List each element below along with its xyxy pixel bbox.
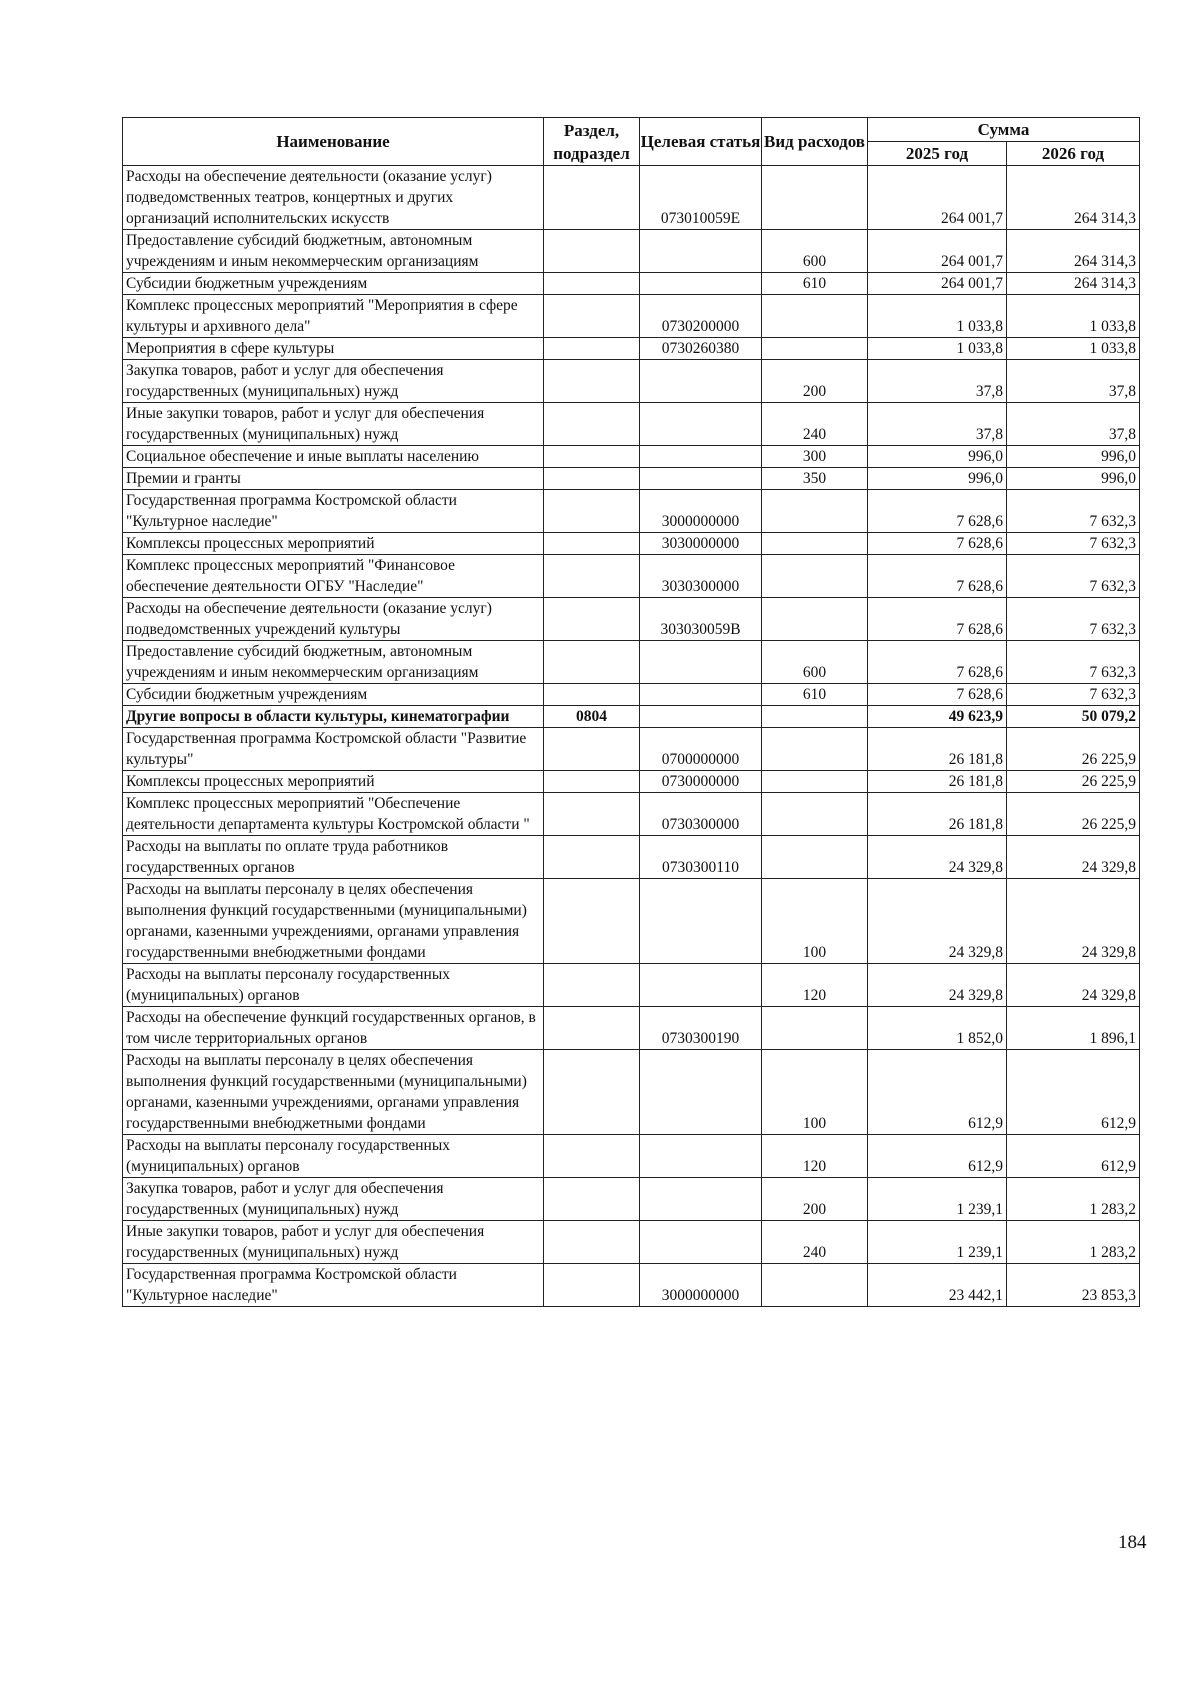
cell-target [640, 1050, 762, 1135]
cell-section [544, 338, 640, 360]
cell-2025: 264 001,7 [868, 273, 1007, 295]
cell-section [544, 230, 640, 273]
cell-target [640, 684, 762, 706]
cell-name: Расходы на обеспечение деятельности (оказание услуг) подведомственных учреждений культуры [123, 598, 544, 641]
cell-2026: 996,0 [1007, 468, 1140, 490]
cell-2026: 1 283,2 [1007, 1221, 1140, 1264]
cell-2026: 24 329,8 [1007, 964, 1140, 1007]
cell-section [544, 793, 640, 836]
cell-type: 610 [762, 684, 868, 706]
cell-name: Государственная программа Костромской области "Культурное наследие" [123, 490, 544, 533]
cell-type: 200 [762, 1178, 868, 1221]
table-row [123, 1050, 1140, 1135]
table-row [123, 555, 1140, 598]
cell-type: 240 [762, 403, 868, 446]
table-row [123, 1264, 1140, 1307]
cell-type [762, 490, 868, 533]
cell-name: Социальное обеспечение и иные выплаты населению [123, 446, 544, 468]
cell-2026: 24 329,8 [1007, 879, 1140, 964]
cell-2025: 24 329,8 [868, 964, 1007, 1007]
cell-name: Расходы на обеспечение деятельности (оказание услуг) подведомственных театров, концертных и других организаций исполнительских искусств [123, 166, 544, 230]
cell-section [544, 1007, 640, 1050]
cell-type: 600 [762, 230, 868, 273]
cell-type [762, 793, 868, 836]
cell-section [544, 490, 640, 533]
cell-name: Комплекс процессных мероприятий "Мероприятия в сфере культуры и архивного дела" [123, 295, 544, 338]
header-name: Наименование [123, 118, 544, 166]
cell-target [640, 964, 762, 1007]
cell-name: Расходы на выплаты персоналу в целях обеспечения выполнения функций государственными (муниципальными) органами, казенными учреждениями, органами управления государственными внебюджетными фондами [123, 879, 544, 964]
cell-name: Расходы на обеспечение функций государственных органов, в том числе территориальных органов [123, 1007, 544, 1050]
cell-2025: 24 329,8 [868, 836, 1007, 879]
cell-target: 0730000000 [640, 771, 762, 793]
cell-section [544, 446, 640, 468]
cell-section [544, 598, 640, 641]
cell-2025: 1 033,8 [868, 338, 1007, 360]
cell-type: 100 [762, 1050, 868, 1135]
cell-type: 100 [762, 879, 868, 964]
cell-2026: 264 314,3 [1007, 166, 1140, 230]
budget-table [122, 117, 1140, 1307]
table-row [123, 295, 1140, 338]
table-row [123, 879, 1140, 964]
table-row [123, 338, 1140, 360]
cell-target: 0700000000 [640, 728, 762, 771]
cell-2026: 264 314,3 [1007, 273, 1140, 295]
cell-name: Закупка товаров, работ и услуг для обеспечения государственных (муниципальных) нужд [123, 360, 544, 403]
header-type: Вид расходов [762, 118, 868, 166]
cell-2025: 1 033,8 [868, 295, 1007, 338]
cell-section [544, 771, 640, 793]
table-row [123, 728, 1140, 771]
cell-2025: 1 239,1 [868, 1178, 1007, 1221]
cell-target: 3000000000 [640, 1264, 762, 1307]
cell-type: 300 [762, 446, 868, 468]
table-body [123, 166, 1140, 1307]
cell-section [544, 879, 640, 964]
cell-target: 303030059В [640, 598, 762, 641]
cell-2026: 1 033,8 [1007, 295, 1140, 338]
cell-target: 3000000000 [640, 490, 762, 533]
cell-section [544, 1221, 640, 1264]
cell-target [640, 273, 762, 295]
cell-2026: 7 632,3 [1007, 555, 1140, 598]
cell-name: Другие вопросы в области культуры, кинематографии [123, 706, 544, 728]
cell-type [762, 598, 868, 641]
cell-section [544, 836, 640, 879]
cell-type [762, 771, 868, 793]
cell-type [762, 338, 868, 360]
cell-2025: 23 442,1 [868, 1264, 1007, 1307]
table-row [123, 446, 1140, 468]
cell-section [544, 1050, 640, 1135]
cell-type: 350 [762, 468, 868, 490]
cell-target: 0730260380 [640, 338, 762, 360]
cell-type [762, 836, 868, 879]
header-2026: 2026 год [1007, 142, 1140, 166]
header-sum: Сумма [868, 118, 1140, 142]
cell-2025: 612,9 [868, 1135, 1007, 1178]
cell-type: 200 [762, 360, 868, 403]
cell-section [544, 964, 640, 1007]
cell-2026: 996,0 [1007, 446, 1140, 468]
cell-type: 120 [762, 964, 868, 1007]
cell-section [544, 728, 640, 771]
table-row [123, 273, 1140, 295]
cell-2025: 24 329,8 [868, 879, 1007, 964]
cell-target [640, 446, 762, 468]
cell-2025: 996,0 [868, 468, 1007, 490]
cell-type [762, 533, 868, 555]
cell-name: Расходы на выплаты персоналу государственных (муниципальных) органов [123, 964, 544, 1007]
cell-2026: 612,9 [1007, 1050, 1140, 1135]
cell-section [544, 1264, 640, 1307]
cell-name: Субсидии бюджетным учреждениям [123, 273, 544, 295]
cell-name: Комплексы процессных мероприятий [123, 533, 544, 555]
cell-2026: 26 225,9 [1007, 793, 1140, 836]
cell-name: Расходы на выплаты персоналу в целях обеспечения выполнения функций государственными (муниципальными) органами, казенными учреждениями, органами управления государственными внебюджетными фондами [123, 1050, 544, 1135]
table-row [123, 468, 1140, 490]
cell-2025: 49 623,9 [868, 706, 1007, 728]
cell-target [640, 641, 762, 684]
cell-2025: 37,8 [868, 360, 1007, 403]
cell-2025: 26 181,8 [868, 771, 1007, 793]
cell-type: 120 [762, 1135, 868, 1178]
cell-2026: 37,8 [1007, 403, 1140, 446]
cell-2025: 7 628,6 [868, 533, 1007, 555]
header-2025: 2025 год [868, 142, 1007, 166]
cell-section [544, 360, 640, 403]
cell-name: Мероприятия в сфере культуры [123, 338, 544, 360]
table-row [123, 771, 1140, 793]
cell-name: Закупка товаров, работ и услуг для обеспечения государственных (муниципальных) нужд [123, 1178, 544, 1221]
cell-name: Предоставление субсидий бюджетным, автономным учреждениям и иным некоммерческим организациям [123, 230, 544, 273]
cell-2025: 264 001,7 [868, 230, 1007, 273]
header-section: Раздел, подраздел [544, 118, 640, 166]
table-row [123, 230, 1140, 273]
cell-2026: 7 632,3 [1007, 641, 1140, 684]
table-row [123, 964, 1140, 1007]
cell-2026: 23 853,3 [1007, 1264, 1140, 1307]
cell-name: Расходы на выплаты по оплате труда работников государственных органов [123, 836, 544, 879]
cell-2025: 7 628,6 [868, 555, 1007, 598]
cell-2025: 612,9 [868, 1050, 1007, 1135]
cell-section [544, 468, 640, 490]
cell-section [544, 641, 640, 684]
cell-target [640, 403, 762, 446]
cell-2026: 612,9 [1007, 1135, 1140, 1178]
page-number: 184 [1118, 1532, 1147, 1553]
table-header [123, 118, 1140, 166]
cell-type: 610 [762, 273, 868, 295]
cell-target [640, 468, 762, 490]
cell-name: Премии и гранты [123, 468, 544, 490]
cell-2025: 7 628,6 [868, 490, 1007, 533]
cell-2026: 26 225,9 [1007, 771, 1140, 793]
cell-2026: 1 033,8 [1007, 338, 1140, 360]
cell-2026: 26 225,9 [1007, 728, 1140, 771]
cell-name: Субсидии бюджетным учреждениям [123, 684, 544, 706]
cell-target: 073010059Е [640, 166, 762, 230]
cell-2026: 7 632,3 [1007, 490, 1140, 533]
cell-type [762, 1007, 868, 1050]
cell-name: Предоставление субсидий бюджетным, автономным учреждениям и иным некоммерческим организациям [123, 641, 544, 684]
cell-target [640, 360, 762, 403]
cell-name: Иные закупки товаров, работ и услуг для обеспечения государственных (муниципальных) нужд [123, 1221, 544, 1264]
cell-2025: 7 628,6 [868, 684, 1007, 706]
table-row [123, 360, 1140, 403]
cell-target: 3030300000 [640, 555, 762, 598]
table-row [123, 490, 1140, 533]
cell-section [544, 403, 640, 446]
cell-type: 240 [762, 1221, 868, 1264]
table-row [123, 166, 1140, 230]
table-row [123, 1007, 1140, 1050]
cell-section [544, 684, 640, 706]
cell-section [544, 555, 640, 598]
cell-type [762, 555, 868, 598]
table-row [123, 793, 1140, 836]
header-target: Целевая статья [640, 118, 762, 166]
table-row [123, 1135, 1140, 1178]
cell-2025: 26 181,8 [868, 728, 1007, 771]
cell-2026: 1 896,1 [1007, 1007, 1140, 1050]
cell-target [640, 1178, 762, 1221]
cell-2025: 7 628,6 [868, 598, 1007, 641]
cell-2025: 1 852,0 [868, 1007, 1007, 1050]
cell-2025: 264 001,7 [868, 166, 1007, 230]
table-row [123, 533, 1140, 555]
cell-2026: 7 632,3 [1007, 533, 1140, 555]
cell-2026: 7 632,3 [1007, 684, 1140, 706]
table-row [123, 403, 1140, 446]
cell-name: Комплекс процессных мероприятий "Финансовое обеспечение деятельности ОГБУ "Наследие" [123, 555, 544, 598]
cell-2025: 996,0 [868, 446, 1007, 468]
cell-target: 0730300190 [640, 1007, 762, 1050]
cell-name: Государственная программа Костромской области "Развитие культуры" [123, 728, 544, 771]
cell-section [544, 533, 640, 555]
cell-section [544, 1135, 640, 1178]
cell-section [544, 295, 640, 338]
cell-2026: 7 632,3 [1007, 598, 1140, 641]
cell-type [762, 295, 868, 338]
table-row [123, 1221, 1140, 1264]
cell-target: 0730200000 [640, 295, 762, 338]
cell-2025: 7 628,6 [868, 641, 1007, 684]
cell-target: 0730300000 [640, 793, 762, 836]
cell-2026: 1 283,2 [1007, 1178, 1140, 1221]
cell-section [544, 1178, 640, 1221]
cell-2026: 24 329,8 [1007, 836, 1140, 879]
cell-name: Комплекс процессных мероприятий "Обеспечение деятельности департамента культуры Костромской области " [123, 793, 544, 836]
cell-name: Иные закупки товаров, работ и услуг для обеспечения государственных (муниципальных) нужд [123, 403, 544, 446]
cell-type [762, 706, 868, 728]
cell-name: Государственная программа Костромской области "Культурное наследие" [123, 1264, 544, 1307]
table-row [123, 641, 1140, 684]
cell-target [640, 879, 762, 964]
cell-type [762, 728, 868, 771]
cell-target [640, 1221, 762, 1264]
cell-2025: 26 181,8 [868, 793, 1007, 836]
table-row [123, 684, 1140, 706]
cell-section [544, 166, 640, 230]
cell-type [762, 166, 868, 230]
cell-name: Расходы на выплаты персоналу государственных (муниципальных) органов [123, 1135, 544, 1178]
cell-target [640, 706, 762, 728]
cell-2026: 50 079,2 [1007, 706, 1140, 728]
table-row [123, 836, 1140, 879]
cell-target [640, 230, 762, 273]
cell-2025: 37,8 [868, 403, 1007, 446]
cell-section: 0804 [544, 706, 640, 728]
cell-type [762, 1264, 868, 1307]
cell-2026: 37,8 [1007, 360, 1140, 403]
table-row [123, 1178, 1140, 1221]
cell-target [640, 1135, 762, 1178]
cell-target: 0730300110 [640, 836, 762, 879]
table-row [123, 706, 1140, 728]
cell-name: Комплексы процессных мероприятий [123, 771, 544, 793]
cell-type: 600 [762, 641, 868, 684]
cell-target: 3030000000 [640, 533, 762, 555]
cell-2025: 1 239,1 [868, 1221, 1007, 1264]
table-row [123, 598, 1140, 641]
cell-2026: 264 314,3 [1007, 230, 1140, 273]
cell-section [544, 273, 640, 295]
